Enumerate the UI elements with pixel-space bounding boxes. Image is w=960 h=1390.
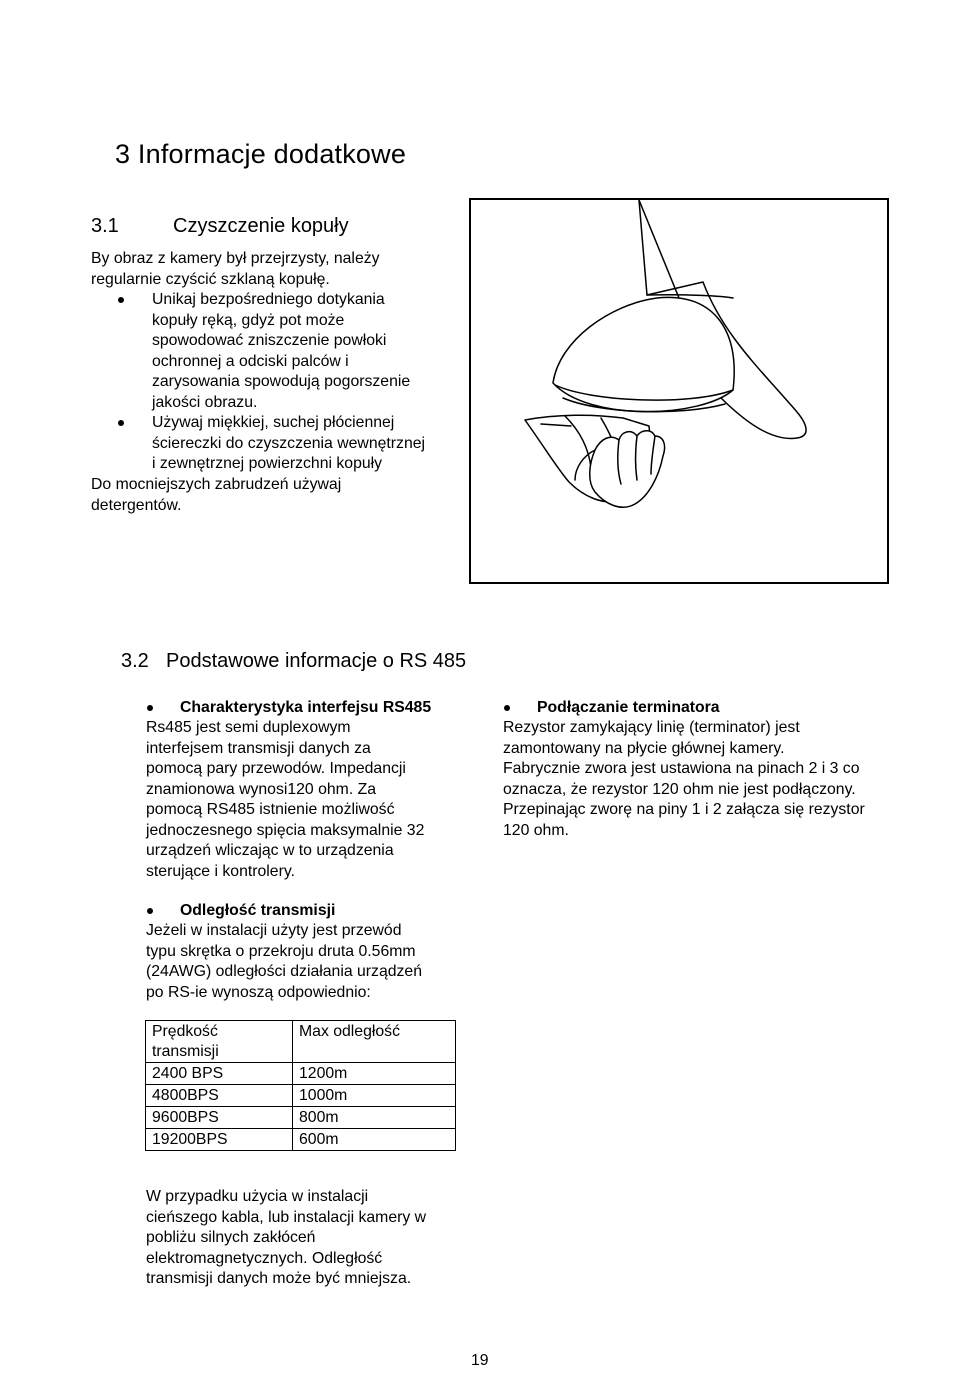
table-row — [146, 1129, 456, 1151]
cleaning-bullet-cloth — [152, 413, 472, 475]
text-line: typu skrętka o przekroju druta 0.56mm — [146, 942, 416, 960]
text-line: znamionowa wynosi120 ohm. Za — [146, 780, 377, 798]
section-3-1-number: 3.1 — [91, 215, 119, 237]
table-cell-distance: 800m — [293, 1107, 456, 1129]
bullet-icon — [118, 297, 124, 303]
cleaning-intro — [91, 249, 451, 290]
cleaning-outro — [91, 475, 451, 516]
text-line: pomocą pary przewodów. Impedancji — [146, 760, 406, 777]
text-line: Rezystor zamykający linię (terminator) jest — [503, 719, 800, 736]
table-header-row — [146, 1021, 456, 1063]
text-line: Unikaj bezpośredniego dotykania — [152, 291, 385, 308]
text-line: cieńszego kabla, lub instalacji kamery w — [146, 1208, 427, 1226]
distance-heading — [180, 901, 335, 922]
text-line: Fabrycznie zwora jest ustawiona na pinach 2 i 3 co — [503, 760, 860, 777]
text-line: zamontowany na płycie głównej kamery. — [503, 739, 785, 757]
bullet-icon — [147, 705, 153, 711]
chapter-title: 3 Informacje dodatkowe — [115, 139, 407, 169]
text-line: pomocą RS485 istnienie możliwość — [146, 801, 395, 818]
text-line: Do mocniejszych zabrudzeń używaj — [91, 476, 342, 493]
table-header-distance: Max odległość — [293, 1021, 456, 1063]
section-3-2-number: 3.2 — [121, 650, 149, 672]
text-line: (24AWG) odległości działania urządzeń — [146, 963, 422, 980]
table-cell-speed: 19200BPS — [146, 1129, 293, 1151]
section-3-1-title: Czyszczenie kopuły — [173, 215, 349, 237]
bullet-icon — [147, 908, 153, 914]
text-line: sterujące i kontrolery. — [146, 862, 295, 880]
table-row — [146, 1063, 456, 1085]
text-line: W przypadku użycia w instalacji — [146, 1188, 369, 1205]
text-line: Rs485 jest semi duplexowym — [146, 719, 351, 736]
table-cell-distance: 1000m — [293, 1085, 456, 1107]
table-cell-speed: 9600BPS — [146, 1107, 293, 1129]
text-line: ochronnej a odciski palców i — [152, 352, 349, 370]
text-line: transmisji — [152, 1043, 219, 1060]
table-header-speed — [146, 1021, 293, 1063]
text-line: interfejsem transmisji danych za — [146, 739, 371, 757]
bullet-icon — [118, 420, 124, 426]
text-line: zarysowania spowodują pogorszenie — [152, 373, 411, 390]
page-number: 19 — [471, 1352, 489, 1369]
table-row — [146, 1085, 456, 1107]
table-row — [146, 1107, 456, 1129]
table-cell-distance: 1200m — [293, 1063, 456, 1085]
thin-cable-note — [146, 1187, 486, 1290]
text-line: jednoczesnego spięcia maksymalnie 32 — [146, 821, 425, 839]
rs485-heading — [180, 698, 431, 719]
text-line: detergentów. — [91, 496, 182, 514]
text-line: Jeżeli w instalacji użyty jest przewód — [146, 922, 402, 939]
text-line: spowodować zniszczenie powłoki — [152, 332, 387, 349]
cleaning-bullet-touch — [152, 290, 462, 413]
terminator-description — [503, 718, 923, 841]
text-line: elektromagnetycznych. Odległość — [146, 1249, 383, 1267]
text-line: pobliżu silnych zakłóceń — [146, 1229, 316, 1246]
transmission-distance-table — [145, 1020, 456, 1151]
table-cell-speed: 4800BPS — [146, 1085, 293, 1107]
text-line: kopuły ręką, gdyż pot może — [152, 311, 345, 329]
text-line: jakości obrazu. — [152, 393, 258, 411]
rs485-heading-text: Charakterystyka interfejsu RS485 — [180, 699, 432, 716]
section-3-2-title: Podstawowe informacje o RS 485 — [166, 650, 467, 672]
text-line: By obraz z kamery był przejrzysty, należy — [91, 250, 380, 267]
distance-heading-text: Odległość transmisji — [180, 902, 336, 919]
text-line: regularnie czyścić szklaną kopułę. — [91, 270, 330, 288]
table-cell-distance: 600m — [293, 1129, 456, 1151]
text-line: Przepinając zworę na piny 1 i 2 załącza się rezystor — [503, 801, 865, 818]
dome-cleaning-illustration — [469, 198, 889, 584]
table-cell-speed: 2400 BPS — [146, 1063, 293, 1085]
terminator-heading — [537, 698, 720, 719]
bullet-icon — [504, 705, 510, 711]
dome-camera-icon — [471, 200, 887, 582]
distance-description — [146, 921, 486, 1003]
text-line: po RS-ie wynoszą odpowiednio: — [146, 983, 371, 1001]
text-line: 120 ohm. — [503, 821, 569, 839]
text-line: ściereczki do czyszczenia wewnętrznej — [152, 434, 426, 452]
text-line: transmisji danych może być mniejsza. — [146, 1270, 412, 1287]
text-line: oznacza, że rezystor 120 ohm nie jest podłączony. — [503, 780, 856, 798]
text-line: Prędkość — [152, 1023, 218, 1040]
text-line: urządzeń wliczając w to urządzenia — [146, 842, 394, 859]
terminator-heading-text: Podłączanie terminatora — [537, 699, 720, 716]
text-line: Używaj miękkiej, suchej płóciennej — [152, 414, 395, 431]
rs485-description — [146, 718, 476, 882]
text-line: i zewnętrznej powierzchni kopuły — [152, 455, 383, 472]
